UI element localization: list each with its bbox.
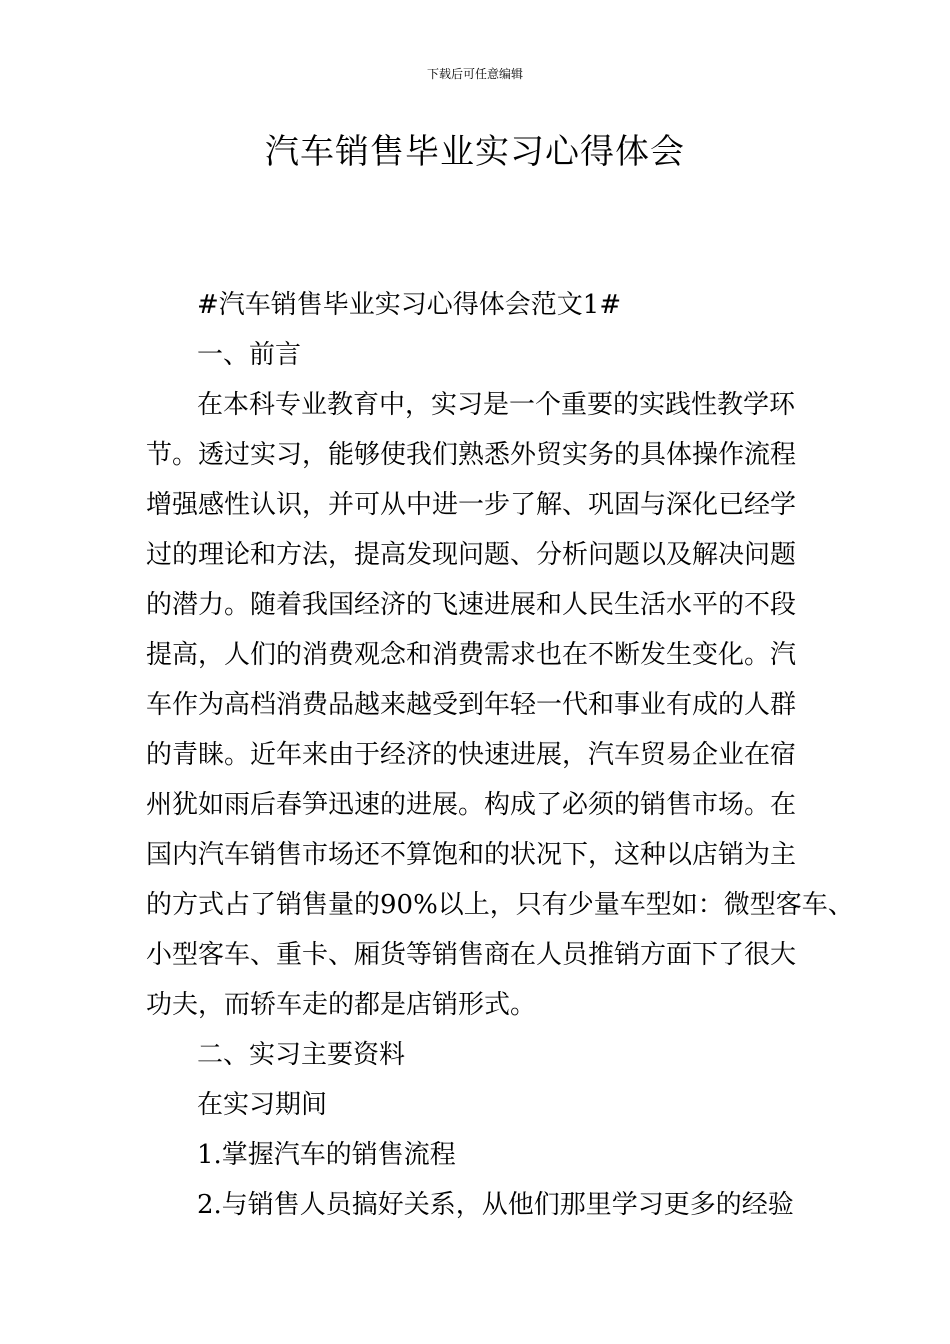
- document-title: 汽车销售毕业实习心得体会: [265, 132, 685, 172]
- section-heading-main-content: 二、实习主要资料: [197, 1040, 406, 1070]
- paragraph-line: 车作为高档消费品越来越受到年轻一代和事业有成的人群: [146, 690, 797, 720]
- paragraph-line: 国内汽车销售市场还不算饱和的状况下，这种以店销为主: [146, 840, 797, 870]
- paragraph-line: 的潜力。随着我国经济的飞速进展和人民生活水平的不段: [146, 590, 797, 620]
- section-heading-preface: 一、前言: [197, 340, 302, 370]
- paragraph-line: 的方式占了销售量的90%以上，只有少量车型如：微型客车、: [146, 890, 854, 920]
- section-heading-example: #汽车销售毕业实习心得体会范文1#: [197, 290, 622, 320]
- paragraph-line: 在本科专业教育中，实习是一个重要的实践性教学环: [197, 390, 796, 420]
- paragraph-line: 过的理论和方法，提高发现问题、分析问题以及解决问题: [146, 540, 797, 570]
- paragraph-line: 州犹如雨后春笋迅速的进展。构成了必须的销售市场。在: [146, 790, 797, 820]
- document-body: [146, 280, 854, 1230]
- header-note: 下载后可任意编辑: [426, 67, 523, 81]
- list-item: 1.掌握汽车的销售流程: [197, 1140, 456, 1170]
- list-item: 2.与销售人员搞好关系，从他们那里学习更多的经验: [197, 1190, 794, 1220]
- paragraph-line: 节。透过实习，能够使我们熟悉外贸实务的具体操作流程: [146, 440, 797, 470]
- paragraph-line: 小型客车、重卡、厢货等销售商在人员推销方面下了很大: [146, 940, 797, 970]
- paragraph-line: 的青睐。近年来由于经济的快速进展，汽车贸易企业在宿: [146, 740, 797, 770]
- paragraph-line: 在实习期间: [197, 1090, 328, 1120]
- paragraph-line: 提高，人们的消费观念和消费需求也在不断发生变化。汽: [146, 640, 797, 670]
- paragraph-line: 增强感性认识，并可从中进一步了解、巩固与深化已经学: [146, 490, 797, 520]
- paragraph-line: 功夫，而轿车走的都是店销形式。: [146, 990, 537, 1020]
